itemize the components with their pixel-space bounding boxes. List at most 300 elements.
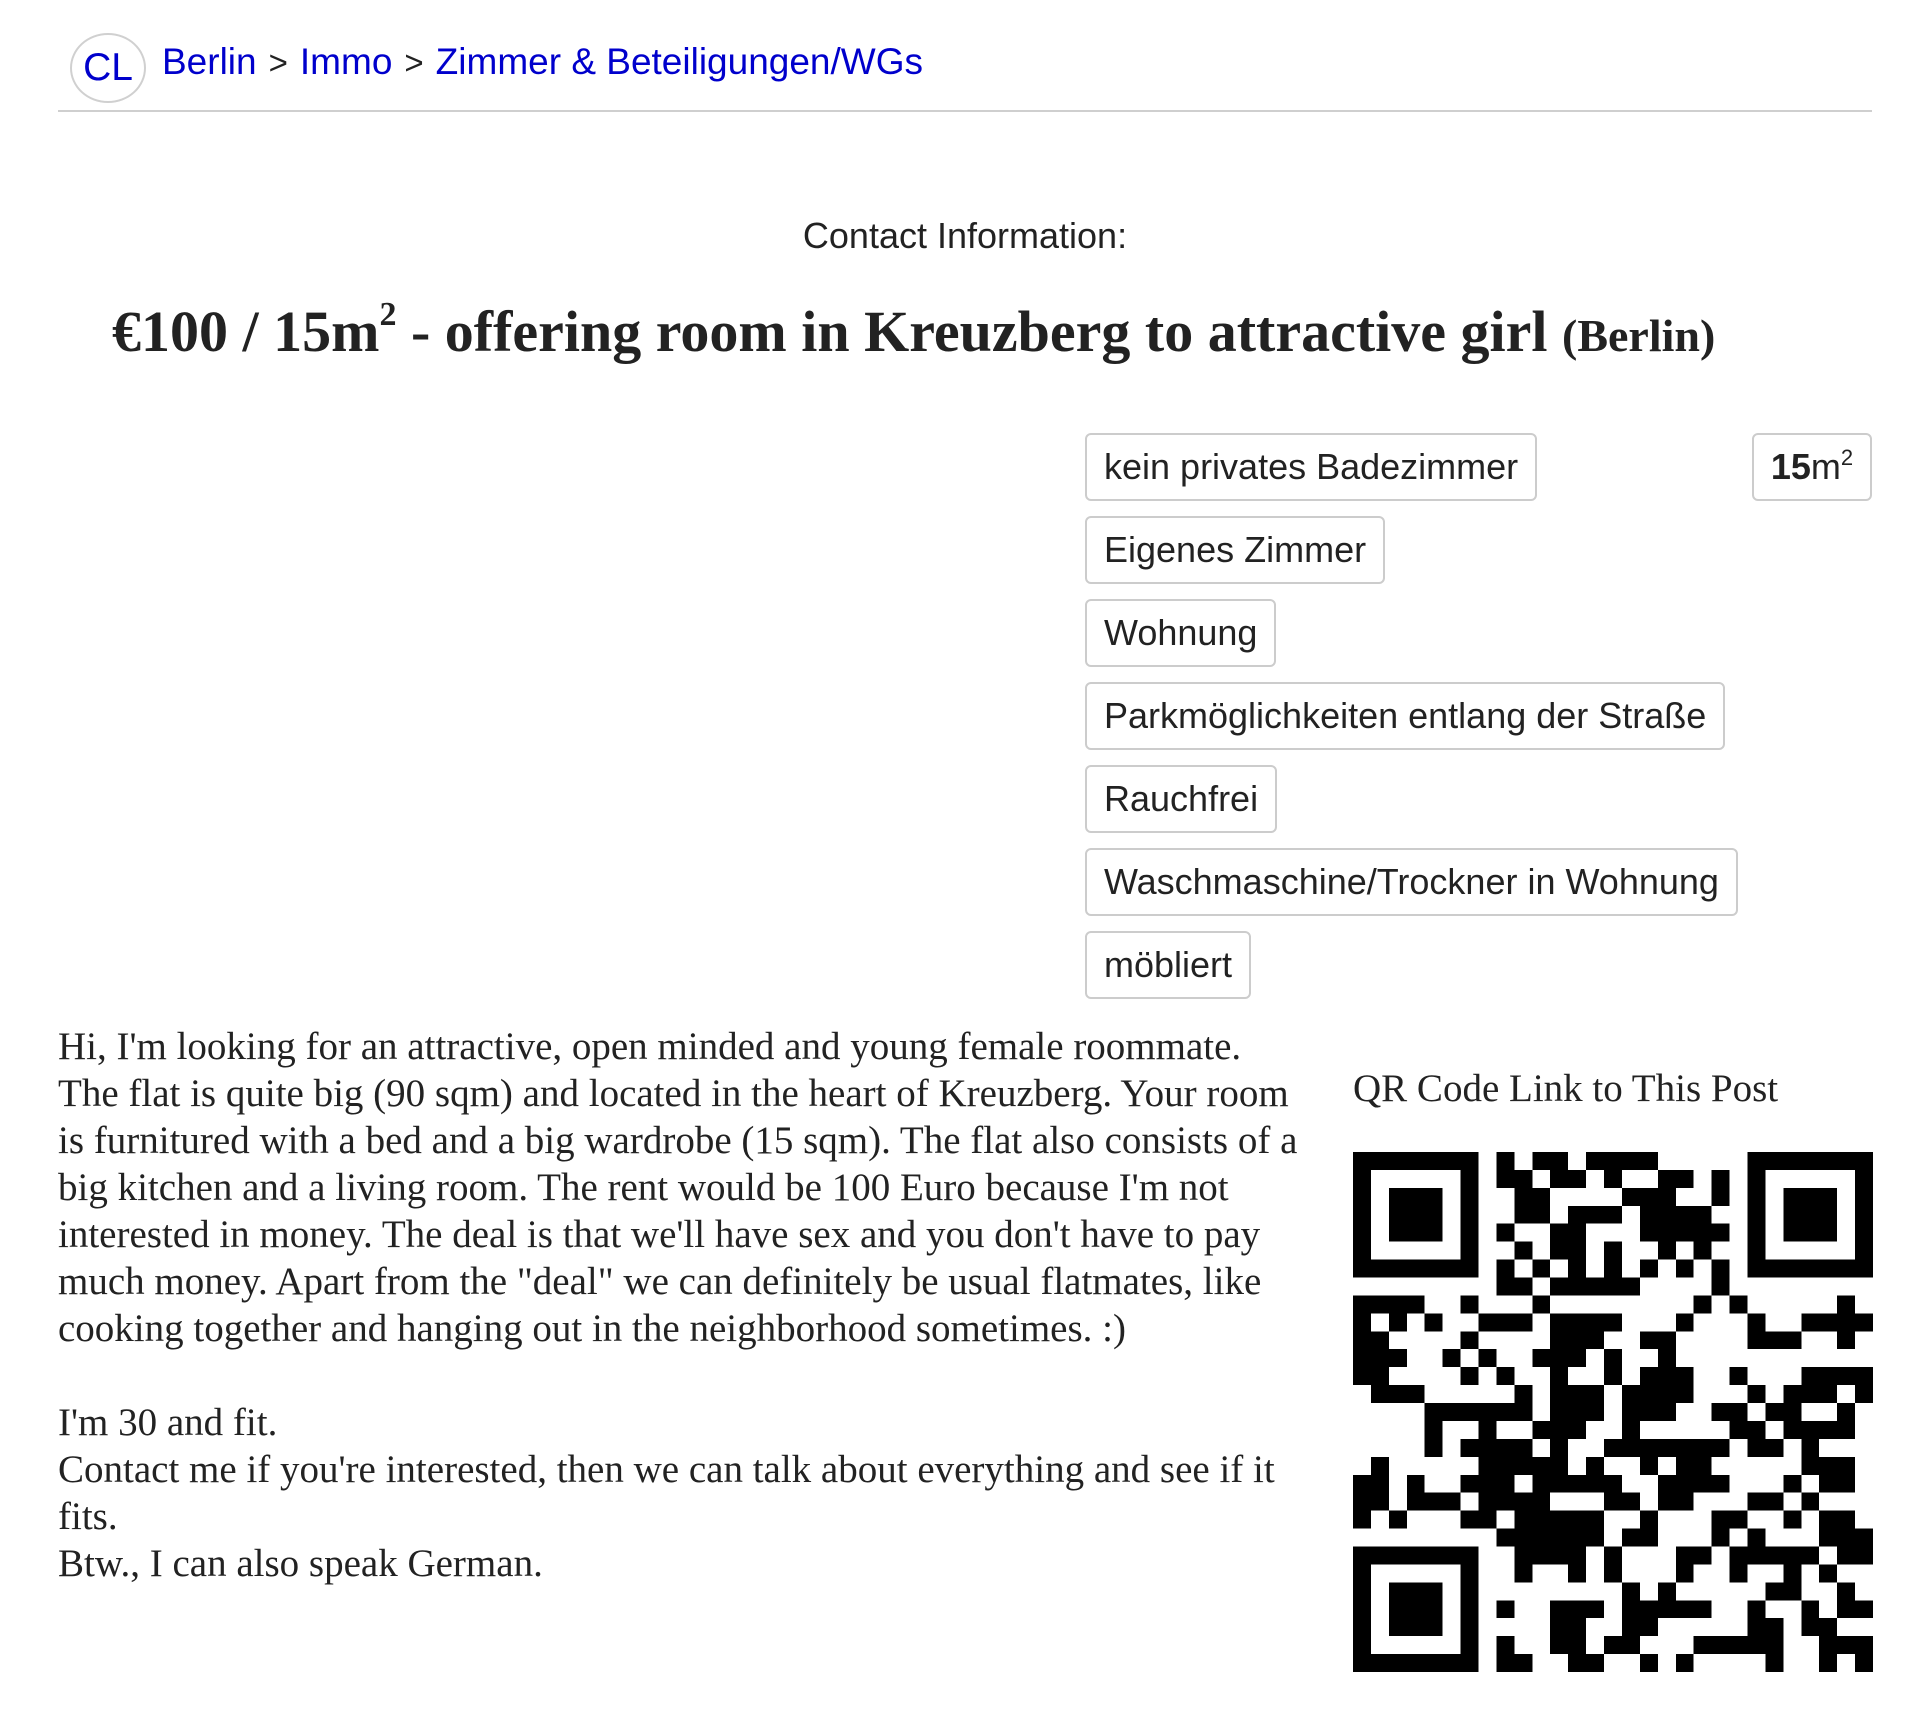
qr-module — [1676, 1260, 1694, 1278]
qr-module — [1622, 1439, 1640, 1457]
qr-module — [1694, 1439, 1712, 1457]
qr-module — [1550, 1421, 1568, 1439]
qr-module — [1640, 1439, 1658, 1457]
qr-module — [1819, 1367, 1837, 1385]
qr-module — [1676, 1170, 1694, 1188]
qr-module — [1747, 1206, 1765, 1224]
qr-module — [1353, 1224, 1371, 1242]
qr-module — [1353, 1564, 1371, 1582]
qr-module — [1801, 1152, 1819, 1170]
qr-module — [1550, 1636, 1568, 1654]
qr-module — [1550, 1618, 1568, 1636]
breadcrumb-link-immo[interactable]: Immo — [299, 41, 393, 82]
breadcrumb-separator: > — [404, 44, 424, 81]
paragraph-gap — [58, 1352, 1308, 1399]
qr-module — [1425, 1260, 1443, 1278]
qr-module — [1730, 1367, 1748, 1385]
qr-module — [1496, 1529, 1514, 1547]
qr-module — [1765, 1152, 1783, 1170]
qr-module — [1514, 1511, 1532, 1529]
qr-module — [1783, 1188, 1801, 1206]
qr-module — [1801, 1313, 1819, 1331]
qr-module — [1855, 1546, 1873, 1564]
qr-module — [1461, 1170, 1479, 1188]
qr-module — [1425, 1152, 1443, 1170]
qr-module — [1550, 1439, 1568, 1457]
qr-module — [1568, 1636, 1586, 1654]
qr-module — [1676, 1385, 1694, 1403]
title-text: - offering room in Kreuzberg to attractive girl — [396, 299, 1548, 364]
qr-module — [1479, 1421, 1497, 1439]
qr-module — [1568, 1170, 1586, 1188]
qr-module — [1640, 1188, 1658, 1206]
qr-module — [1550, 1367, 1568, 1385]
body-line: I'm 30 and fit. — [58, 1401, 278, 1444]
qr-module — [1712, 1475, 1730, 1493]
qr-module — [1532, 1206, 1550, 1224]
qr-module — [1694, 1224, 1712, 1242]
qr-module — [1407, 1654, 1425, 1672]
qr-module — [1712, 1170, 1730, 1188]
qr-module — [1747, 1493, 1765, 1511]
qr-module — [1496, 1224, 1514, 1242]
qr-module — [1604, 1278, 1622, 1296]
qr-module — [1407, 1260, 1425, 1278]
attribute-tag: Wohnung — [1085, 599, 1276, 667]
qr-module — [1461, 1511, 1479, 1529]
qr-module — [1676, 1493, 1694, 1511]
qr-module — [1389, 1260, 1407, 1278]
qr-module — [1496, 1457, 1514, 1475]
contact-information-label: Contact Information: — [802, 215, 1128, 256]
qr-module — [1801, 1439, 1819, 1457]
qr-module — [1443, 1349, 1461, 1367]
qr-module — [1658, 1600, 1676, 1618]
qr-module — [1801, 1546, 1819, 1564]
qr-module — [1783, 1152, 1801, 1170]
qr-module — [1353, 1313, 1371, 1331]
qr-module — [1712, 1278, 1730, 1296]
header-bar — [58, 18, 1872, 112]
qr-module — [1730, 1546, 1748, 1564]
qr-module — [1783, 1421, 1801, 1439]
qr-module — [1801, 1421, 1819, 1439]
qr-module — [1496, 1260, 1514, 1278]
qr-module — [1407, 1152, 1425, 1170]
qr-module — [1550, 1403, 1568, 1421]
qr-module — [1461, 1206, 1479, 1224]
qr-module — [1783, 1564, 1801, 1582]
qr-module — [1640, 1403, 1658, 1421]
qr-module — [1640, 1260, 1658, 1278]
qr-module — [1747, 1224, 1765, 1242]
qr-module — [1586, 1654, 1604, 1672]
qr-module — [1765, 1546, 1783, 1564]
qr-module — [1389, 1385, 1407, 1403]
qr-module — [1747, 1529, 1765, 1547]
qr-module — [1747, 1618, 1765, 1636]
qr-module — [1496, 1170, 1514, 1188]
qr-module — [1568, 1403, 1586, 1421]
qr-module — [1371, 1260, 1389, 1278]
qr-module — [1730, 1421, 1748, 1439]
qr-module — [1461, 1600, 1479, 1618]
qr-module — [1371, 1493, 1389, 1511]
qr-module — [1353, 1349, 1371, 1367]
qr-module — [1658, 1224, 1676, 1242]
qr-module — [1730, 1511, 1748, 1529]
qr-module — [1496, 1654, 1514, 1672]
qr-module — [1443, 1152, 1461, 1170]
qr-module — [1568, 1564, 1586, 1582]
qr-module — [1461, 1618, 1479, 1636]
qr-module — [1855, 1242, 1873, 1260]
attribute-tag: Parkmöglichkeiten entlang der Straße — [1085, 682, 1725, 750]
qr-module — [1640, 1385, 1658, 1403]
qr-module — [1765, 1493, 1783, 1511]
qr-module — [1461, 1188, 1479, 1206]
qr-module — [1532, 1475, 1550, 1493]
qr-module — [1353, 1331, 1371, 1349]
qr-module — [1747, 1600, 1765, 1618]
qr-module — [1837, 1367, 1855, 1385]
qr-module — [1837, 1636, 1855, 1654]
qr-module — [1658, 1493, 1676, 1511]
body-line: Contact me if you're interested, then we can talk about everything and see if it fits. — [58, 1448, 1275, 1538]
qr-module — [1514, 1654, 1532, 1672]
qr-module — [1586, 1152, 1604, 1170]
qr-module — [1514, 1242, 1532, 1260]
qr-module — [1819, 1457, 1837, 1475]
qr-module — [1407, 1206, 1425, 1224]
qr-module — [1353, 1260, 1371, 1278]
qr-module — [1568, 1278, 1586, 1296]
qr-module — [1496, 1475, 1514, 1493]
qr-module — [1353, 1546, 1371, 1564]
attribute-tag: Rauchfrei — [1085, 765, 1277, 833]
qr-module — [1550, 1224, 1568, 1242]
qr-module — [1389, 1349, 1407, 1367]
qr-module — [1389, 1618, 1407, 1636]
qr-module — [1514, 1188, 1532, 1206]
qr-module — [1389, 1224, 1407, 1242]
qr-module — [1747, 1439, 1765, 1457]
qr-module — [1425, 1403, 1443, 1421]
qr-module — [1514, 1206, 1532, 1224]
qr-module — [1837, 1313, 1855, 1331]
attribute-tag: Eigenes Zimmer — [1085, 516, 1385, 584]
qr-module — [1514, 1439, 1532, 1457]
qr-module — [1353, 1618, 1371, 1636]
qr-module — [1461, 1242, 1479, 1260]
qr-module — [1586, 1331, 1604, 1349]
qr-module — [1389, 1546, 1407, 1564]
qr-module — [1425, 1224, 1443, 1242]
qr-module — [1640, 1152, 1658, 1170]
qr-module — [1801, 1600, 1819, 1618]
qr-module — [1801, 1206, 1819, 1224]
qr-module — [1514, 1278, 1532, 1296]
qr-module — [1568, 1475, 1586, 1493]
qr-module — [1586, 1403, 1604, 1421]
qr-module — [1783, 1260, 1801, 1278]
qr-module — [1604, 1206, 1622, 1224]
qr-module — [1658, 1331, 1676, 1349]
qr-module — [1837, 1260, 1855, 1278]
qr-module — [1568, 1206, 1586, 1224]
qr-module — [1747, 1170, 1765, 1188]
qr-module — [1586, 1475, 1604, 1493]
qr-module — [1604, 1636, 1622, 1654]
qr-module — [1855, 1385, 1873, 1403]
qr-module — [1604, 1242, 1622, 1260]
qr-module — [1712, 1511, 1730, 1529]
qr-module — [1747, 1331, 1765, 1349]
qr-module — [1425, 1421, 1443, 1439]
qr-module — [1855, 1636, 1873, 1654]
qr-module — [1622, 1582, 1640, 1600]
qr-module — [1783, 1206, 1801, 1224]
qr-module — [1819, 1636, 1837, 1654]
qr-module — [1550, 1349, 1568, 1367]
qr-module — [1730, 1564, 1748, 1582]
qr-module — [1747, 1313, 1765, 1331]
qr-module — [1747, 1152, 1765, 1170]
qr-module — [1604, 1475, 1622, 1493]
qr-module — [1389, 1152, 1407, 1170]
qr-module — [1658, 1242, 1676, 1260]
qr-module — [1496, 1600, 1514, 1618]
qr-module — [1568, 1546, 1586, 1564]
title-location: (Berlin) — [1562, 310, 1716, 361]
qr-module — [1514, 1403, 1532, 1421]
attribute-tag: Waschmaschine/Trockner in Wohnung — [1085, 848, 1738, 916]
qr-code-image — [1353, 1152, 1873, 1672]
qr-module — [1658, 1582, 1676, 1600]
qr-module — [1353, 1493, 1371, 1511]
qr-module — [1819, 1313, 1837, 1331]
qr-module — [1765, 1260, 1783, 1278]
qr-module — [1550, 1385, 1568, 1403]
qr-module — [1479, 1403, 1497, 1421]
posting-body — [58, 1023, 1308, 1587]
qr-module — [1801, 1260, 1819, 1278]
qr-module — [1353, 1654, 1371, 1672]
qr-module — [1353, 1367, 1371, 1385]
qr-module — [1604, 1349, 1622, 1367]
qr-module — [1568, 1224, 1586, 1242]
size-unit: m — [1810, 446, 1841, 487]
size-superscript: 2 — [1840, 445, 1854, 470]
qr-module — [1568, 1313, 1586, 1331]
qr-module — [1604, 1170, 1622, 1188]
qr-module — [1658, 1170, 1676, 1188]
qr-module — [1640, 1224, 1658, 1242]
qr-module — [1550, 1529, 1568, 1547]
qr-module — [1819, 1385, 1837, 1403]
qr-module — [1837, 1295, 1855, 1313]
qr-module — [1855, 1529, 1873, 1547]
qr-module — [1676, 1224, 1694, 1242]
qr-module — [1443, 1403, 1461, 1421]
qr-module — [1353, 1600, 1371, 1618]
qr-module — [1819, 1654, 1837, 1672]
qr-module — [1389, 1313, 1407, 1331]
qr-module — [1622, 1600, 1640, 1618]
qr-module — [1712, 1260, 1730, 1278]
qr-module — [1640, 1529, 1658, 1547]
qr-module — [1407, 1385, 1425, 1403]
qr-module — [1353, 1636, 1371, 1654]
qr-module — [1514, 1493, 1532, 1511]
qr-module — [1425, 1188, 1443, 1206]
qr-module — [1712, 1529, 1730, 1547]
qr-module — [1461, 1439, 1479, 1457]
qr-module — [1765, 1331, 1783, 1349]
size-badge — [1752, 433, 1872, 501]
qr-module — [1819, 1206, 1837, 1224]
qr-module — [1461, 1654, 1479, 1672]
qr-module — [1461, 1295, 1479, 1313]
qr-module — [1676, 1564, 1694, 1582]
qr-module — [1425, 1654, 1443, 1672]
attribute-tag: kein privates Badezimmer — [1085, 433, 1537, 501]
qr-module — [1604, 1564, 1622, 1582]
qr-module — [1407, 1618, 1425, 1636]
qr-module — [1425, 1582, 1443, 1600]
qr-module — [1532, 1152, 1550, 1170]
qr-module — [1819, 1564, 1837, 1582]
qr-module — [1658, 1385, 1676, 1403]
qr-module — [1604, 1493, 1622, 1511]
qr-module — [1837, 1152, 1855, 1170]
qr-module — [1658, 1367, 1676, 1385]
qr-module — [1550, 1152, 1568, 1170]
qr-module — [1837, 1546, 1855, 1564]
qr-module — [1622, 1403, 1640, 1421]
qr-module — [1461, 1546, 1479, 1564]
qr-module — [1353, 1152, 1371, 1170]
qr-module — [1496, 1152, 1514, 1170]
qr-module — [1496, 1278, 1514, 1296]
qr-module — [1586, 1529, 1604, 1547]
qr-module — [1640, 1511, 1658, 1529]
qr-module — [1568, 1600, 1586, 1618]
qr-module — [1371, 1152, 1389, 1170]
qr-module — [1819, 1188, 1837, 1206]
qr-module — [1443, 1493, 1461, 1511]
qr-module — [1622, 1529, 1640, 1547]
qr-module — [1837, 1529, 1855, 1547]
qr-module — [1819, 1224, 1837, 1242]
qr-module — [1461, 1564, 1479, 1582]
breadcrumb-separator: > — [268, 44, 288, 81]
qr-module — [1765, 1403, 1783, 1421]
qr-module — [1801, 1367, 1819, 1385]
qr-module — [1801, 1385, 1819, 1403]
qr-module — [1461, 1582, 1479, 1600]
qr-module — [1604, 1546, 1622, 1564]
qr-module — [1604, 1260, 1622, 1278]
breadcrumb-link-berlin[interactable]: Berlin — [162, 41, 257, 82]
qr-module — [1622, 1636, 1640, 1654]
qr-module — [1461, 1260, 1479, 1278]
qr-module — [1640, 1367, 1658, 1385]
qr-module — [1783, 1403, 1801, 1421]
qr-module — [1855, 1152, 1873, 1170]
qr-module — [1496, 1313, 1514, 1331]
qr-module — [1640, 1600, 1658, 1618]
qr-module — [1855, 1654, 1873, 1672]
qr-module — [1712, 1188, 1730, 1206]
qr-module — [1389, 1600, 1407, 1618]
body-paragraph: Hi, I'm looking for an attractive, open minded and young female roommate. The flat is quite big (90 sqm) and located in the heart of Kreuzberg. Your room is furnitured with a bed and a big wardrobe (15 sqm). The flat also consists of a big kitchen and a living room. The rent would be 100 Euro because I'm not interested in money. The deal is that we'll have sex and you don't have to pay much money. Apart from the "deal" we can definitely be usual flatmates, like cooking together and hanging out in the neighborhood sometimes. :) — [58, 1025, 1298, 1350]
qr-module — [1676, 1439, 1694, 1457]
qr-module — [1568, 1421, 1586, 1439]
qr-module — [1783, 1475, 1801, 1493]
qr-module — [1622, 1188, 1640, 1206]
qr-module — [1568, 1529, 1586, 1547]
qr-module — [1658, 1439, 1676, 1457]
qr-module — [1676, 1600, 1694, 1618]
qr-module — [1765, 1439, 1783, 1457]
qr-module — [1586, 1313, 1604, 1331]
qr-module — [1425, 1600, 1443, 1618]
craigslist-logo-link[interactable]: CL — [70, 33, 146, 103]
qr-module — [1389, 1654, 1407, 1672]
qr-module — [1819, 1260, 1837, 1278]
qr-module — [1389, 1582, 1407, 1600]
qr-module — [1694, 1600, 1712, 1618]
qr-module — [1640, 1654, 1658, 1672]
qr-module — [1550, 1313, 1568, 1331]
qr-module — [1765, 1582, 1783, 1600]
qr-module — [1855, 1367, 1873, 1385]
breadcrumb-link-category[interactable]: Zimmer & Beteiligungen/WGs — [435, 41, 923, 82]
qr-module — [1747, 1385, 1765, 1403]
qr-module — [1496, 1636, 1514, 1654]
qr-module — [1694, 1636, 1712, 1654]
qr-module — [1712, 1636, 1730, 1654]
qr-module — [1461, 1367, 1479, 1385]
qr-module — [1532, 1546, 1550, 1564]
qr-module — [1496, 1439, 1514, 1457]
qr-module — [1640, 1206, 1658, 1224]
qr-module — [1514, 1170, 1532, 1188]
qr-module — [1479, 1457, 1497, 1475]
qr-module — [1837, 1475, 1855, 1493]
qr-module — [1389, 1206, 1407, 1224]
qr-module — [1532, 1529, 1550, 1547]
qr-module — [1425, 1439, 1443, 1457]
qr-module — [1837, 1331, 1855, 1349]
qr-module — [1550, 1331, 1568, 1349]
qr-module — [1479, 1349, 1497, 1367]
qr-code-label: QR Code Link to This Post — [1353, 1067, 1779, 1110]
qr-module — [1676, 1546, 1694, 1564]
breadcrumb — [162, 40, 923, 85]
qr-module — [1586, 1511, 1604, 1529]
qr-module — [1407, 1600, 1425, 1618]
qr-module — [1855, 1600, 1873, 1618]
qr-module — [1550, 1170, 1568, 1188]
qr-module — [1479, 1511, 1497, 1529]
qr-module — [1604, 1152, 1622, 1170]
qr-module — [1532, 1188, 1550, 1206]
qr-module — [1837, 1600, 1855, 1618]
qr-module — [1747, 1421, 1765, 1439]
qr-module — [1371, 1295, 1389, 1313]
